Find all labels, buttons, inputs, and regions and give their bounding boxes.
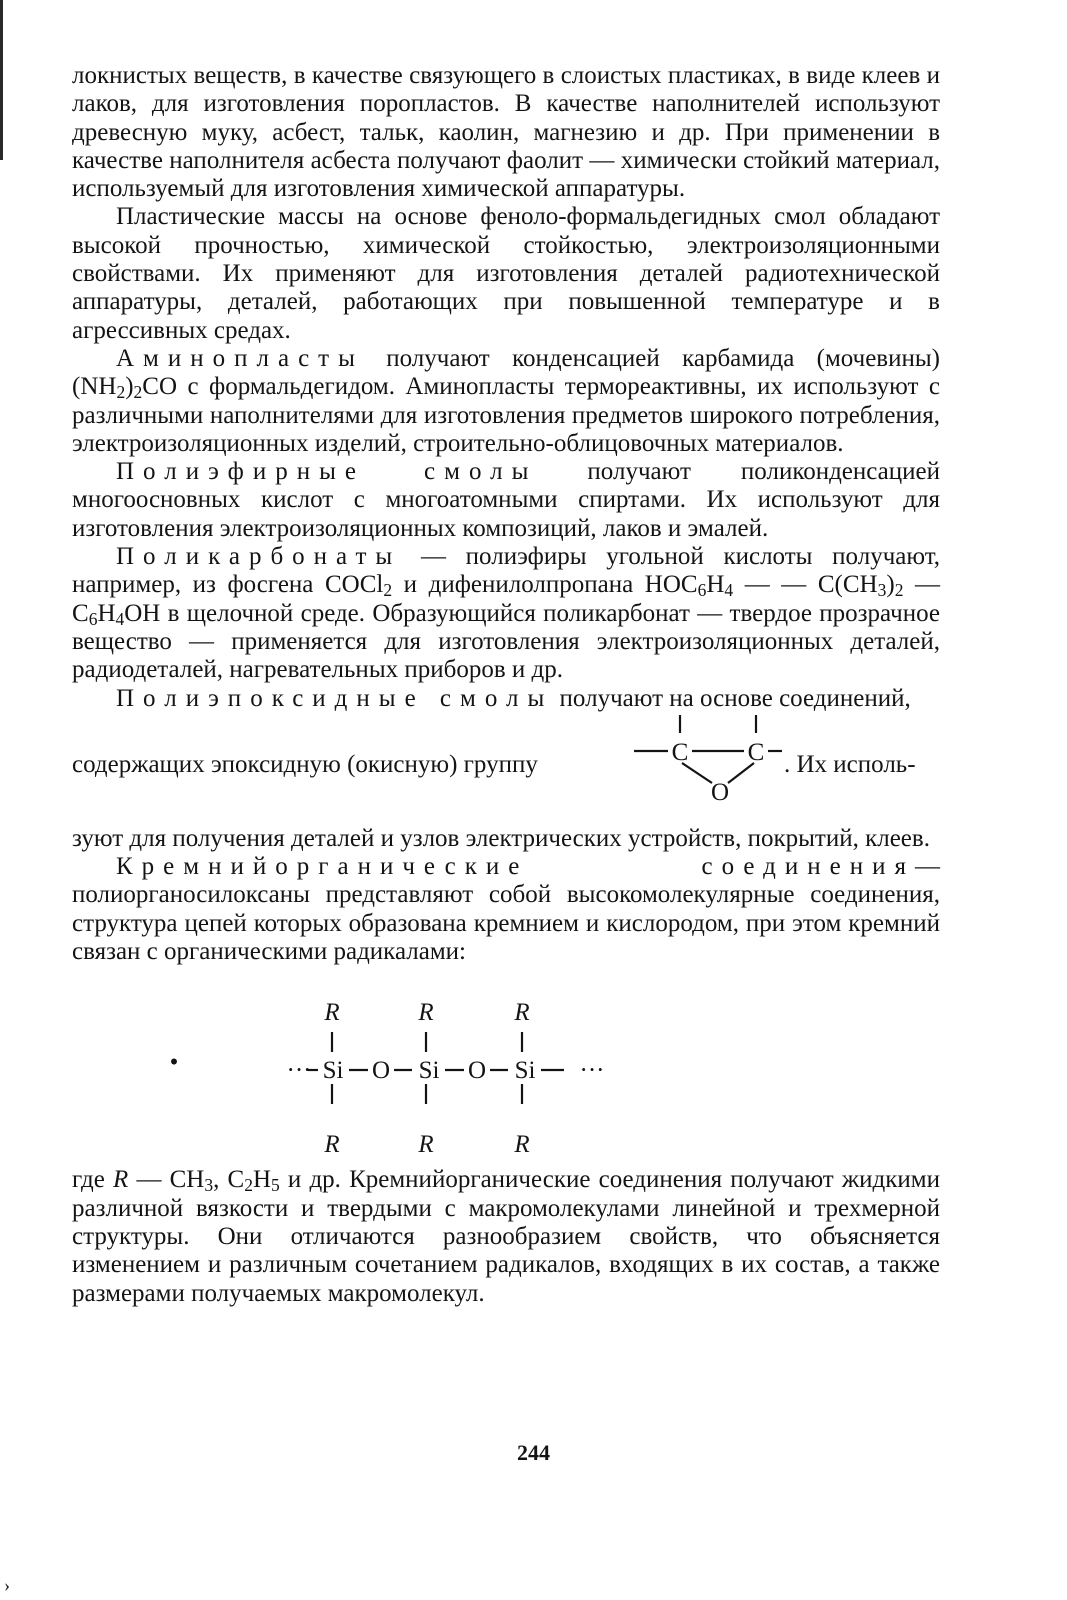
subscript: 2 [116,382,126,403]
text-span: — CH [128,1166,205,1194]
subscript: 2 [383,580,393,601]
radical-r: R [324,1131,340,1159]
text-span: ) [125,373,134,401]
silicon-atom: Si [322,1057,344,1085]
term-polyester-resins: Полиэфирные смолы [116,458,538,486]
subscript: 4 [724,580,734,601]
text-span: —полиорганосилоксаны представляют собой высокомолекулярные соединения, структура цепей которых образована кремнием и кислородом, при этом кремний связан с органическими радикалами: [72,853,940,966]
page-number: 244 [517,1440,550,1465]
text-span: получают конденсацией карбамида (мочевины) (NH [72,344,940,401]
radical-symbol: R [113,1166,129,1194]
text-span: ) [886,571,895,599]
text-span: H [252,1166,271,1194]
paragraph-organosilicon [72,853,940,966]
paragraph-epoxy-continued: зуют для получения деталей и узлов электрических устройств, покрытий, клеев. [72,824,930,852]
silicon-atom: Si [514,1057,536,1085]
chain-ellipsis-left: ··· [286,1057,312,1085]
subscript: 6 [88,608,98,629]
radical-r: R [324,999,340,1027]
paragraph-polycarbonates [72,543,940,684]
epoxy-carbon-2: C [747,738,765,766]
subscript: 4 [115,608,125,629]
silicon-atom: Si [418,1057,440,1085]
term-epoxy-resins: Полиэпоксидные смолы [116,684,554,712]
text-span: H [97,599,116,627]
subscript: 2 [894,580,904,601]
subscript: 6 [697,580,707,601]
siloxane-chain-formula [169,974,712,1166]
text-span: — C [72,571,941,627]
text-span: OH в щелочной среде. Образующийся поликарбонат — твердое прозрачное вещество — применяется для изготовления электроизоляционных деталей, радиодеталей, нагревательных приборов и др. [72,599,940,684]
stray-dot-mark: • [169,1049,179,1077]
paragraph-radicals [72,1166,940,1307]
paragraph-aminoplasts [72,345,940,458]
oxygen-atom: O [467,1057,487,1085]
paragraph-polyester-resins [72,458,940,543]
term-aminoplasts: Аминопласты [116,344,364,372]
subscript: 2 [244,1175,253,1196]
text-span: — полиэфиры угольной кислоты получают, например, из фосгена COCl [72,543,940,599]
text-span: H [706,571,725,599]
epoxide-group-line [72,713,940,825]
oxygen-atom: O [371,1057,391,1085]
corner-scan-mark: › [4,1575,10,1595]
epoxy-line-text-after: . Их исполь- [784,750,916,778]
epoxy-carbon-1: C [671,738,689,766]
epoxide-group-formula [632,713,782,825]
text-span: получают на основе соединений, [553,684,911,712]
siloxane-chain-block [72,974,940,1166]
subscript: 5 [271,1175,280,1196]
text-span: получают поликонденсацией многоосновных кислот с многоатомными спиртами. Их используют для изготовления электроизоляционных композиций, лаков и эмалей. [72,458,940,542]
paragraph-phenol-plastics: Пластические массы на основе феноло-формальдегидных смол обладают высокой прочностью, химической стойкостью, электроизоляционными свойствами. Их применяют для изготовления деталей радиотехнической аппаратуры, деталей, работающих при повышенной температуре и в агрессивных средах. [72,203,940,344]
text-span: , C [213,1166,245,1194]
text-span: и др. Кремнийорганические соединения получают жидкими различной вязкости и твердыми с макромолекулами линейной и трехмерной структуры. Они отличаются разнообразием свойств, что объясняется изменением и различным сочетанием радикалов, входящих в их состав, а также размерами получаемых макромолекул. [72,1166,940,1307]
radical-r: R [418,1131,434,1159]
term-organosilicon: Кремнийорганические соединения [116,853,915,881]
subscript: 2 [133,382,143,403]
radical-r: R [514,1131,530,1159]
paragraph-epoxy-resins [72,685,940,713]
epoxy-line-text-before: содержащих эпоксидную (окисную) группу [72,750,538,778]
scan-margin-mark [0,0,3,160]
subscript: 3 [877,580,887,601]
paragraph-fillers: локнистых веществ, в качестве связующего в слоистых пластиках, в виде клеев и лаков, для изготовления поропластов. В качестве наполнителей используют древесную муку, асбест, тальк, каолин, магнезию и др. При применении в качестве наполнителя асбеста получают фаолит — химически стойкий материал, используемый для изготовления химической аппаратуры. [72,62,940,203]
term-polycarbonates: Поликарбонаты [116,543,402,571]
text-span: и дифенилолпропана HOC [392,571,698,599]
page-body [72,62,940,1308]
radical-r: R [514,999,530,1027]
subscript: 3 [204,1175,214,1196]
text-span: CO с формальдегидом. Аминопласты термореактивны, их используют с различными наполнителями для изготовления предметов широкого потребления, электроизоляционных изделий, строительно-облицовочных материалов. [72,373,940,457]
text-span: — — C(CH [733,571,878,599]
chain-ellipsis-right: ··· [579,1057,605,1085]
epoxy-oxygen: O [710,778,730,806]
radical-r: R [418,999,434,1027]
text-span: где [72,1166,113,1194]
